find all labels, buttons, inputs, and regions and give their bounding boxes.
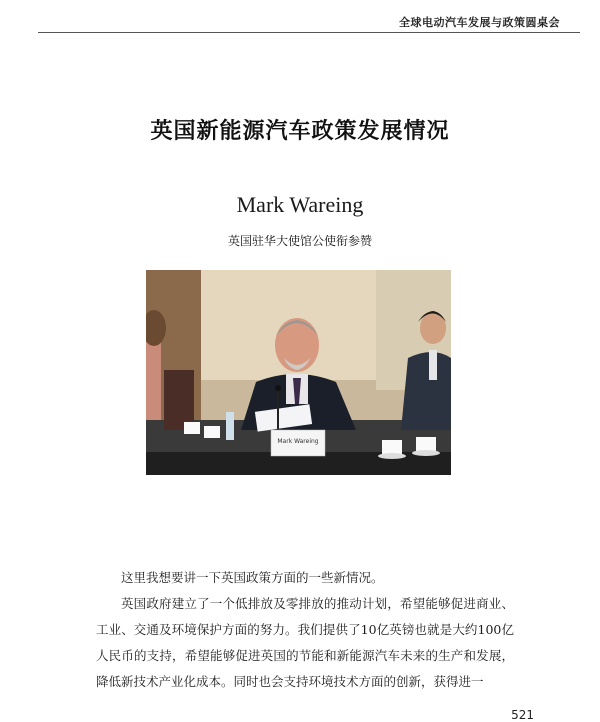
article-title: 英国新能源汽车政策发展情况 — [150, 119, 450, 144]
author-name: Mark Wareing — [236, 192, 364, 217]
speaker-photo — [146, 270, 451, 475]
article-body — [96, 565, 514, 695]
body-paragraph: 英国政府建立了一个低排放及零排放的推动计划，希望能够促进商业、工业、交通及环境保护方面的努力。我们提供了10亿英镑也就是大约100亿人民币的支持，希望能够促进英国的节能和新能源汽车未来的生产和发展，降低新技术产业化成本。同时也会支持环境技术方面的创新，获得进一 — [96, 596, 514, 689]
name-card-text: Mark Wareing — [277, 438, 319, 445]
body-paragraph: 这里我想要讲一下英国政策方面的一些新情况。 — [121, 570, 384, 585]
header-divider — [38, 32, 580, 33]
page-number: 521 — [511, 708, 534, 722]
running-header: 全球电动汽车发展与政策圆桌会 — [399, 16, 560, 29]
author-affiliation: 英国驻华大使馆公使衔参赞 — [227, 234, 372, 248]
